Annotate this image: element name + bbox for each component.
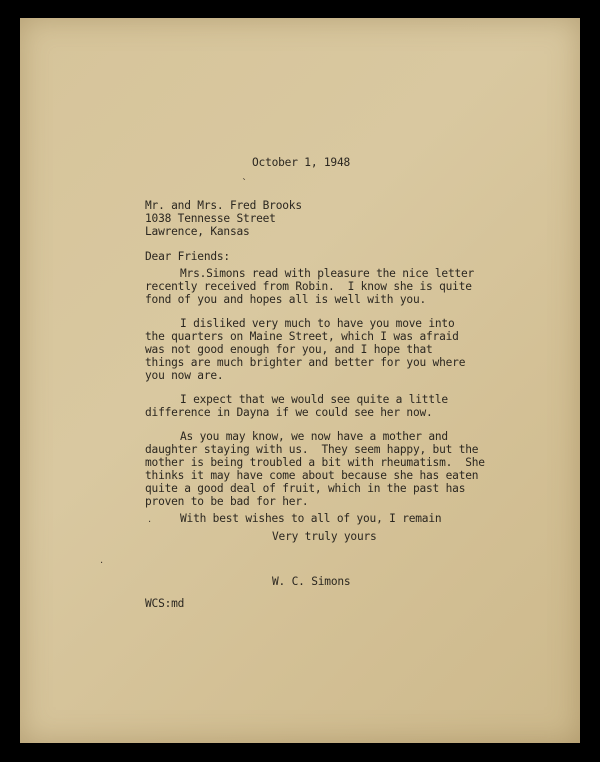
salutation: Dear Friends: [145,250,230,263]
paragraph-4-line-5: quite a good deal of fruit, which in the past has [145,482,466,495]
recipient-city: Lawrence, Kansas [145,225,250,238]
paragraph-4-line-1: As you may know, we now have a mother and [180,430,448,443]
letter-page [20,18,580,743]
paragraph-3-line-1: I expect that we would see quite a little [180,393,448,406]
paragraph-4-line-4: thinks it may have come about because she has eaten [145,469,479,482]
paragraph-2-line-4: things are much brighter and better for you where [145,356,466,369]
signature-name: W. C. Simons [272,575,351,588]
paragraph-2-line-1: I disliked very much to have you move into [180,317,455,330]
paragraph-3-line-2: difference in Dayna if we could see her now. [145,406,433,419]
paragraph-1-line-3: fond of you and hopes all is well with you. [145,293,427,306]
paragraph-4-line-6: proven to be bad for her. [145,495,309,508]
ink-speck: · [100,558,104,569]
paragraph-5-line-1: With best wishes to all of you, I remain [180,512,442,525]
paragraph-2-line-3: was not good enough for you, and I hope that [145,343,433,356]
paragraph-1-line-2: recently received from Robin. I know she is quite [145,280,472,293]
ink-mark: ` [242,178,247,189]
paragraph-2-line-2: the quarters on Maine Street, which I was afraid [145,330,459,343]
paragraph-4-line-3: mother is being troubled a bit with rheumatism. She [145,456,485,469]
paragraph-2-line-5: you now are. [145,369,224,382]
letter-date: October 1, 1948 [252,156,351,169]
recipient-street: 1038 Tennesse Street [145,212,276,225]
paragraph-4-line-2: daughter staying with us. They seem happy, but the [145,443,479,456]
closing: Very truly yours [272,530,377,543]
ink-speck: · [148,517,152,528]
recipient-name: Mr. and Mrs. Fred Brooks [145,199,302,212]
paragraph-1-line-1: Mrs.Simons read with pleasure the nice letter [180,267,475,280]
reference-initials: WCS:md [145,597,185,610]
